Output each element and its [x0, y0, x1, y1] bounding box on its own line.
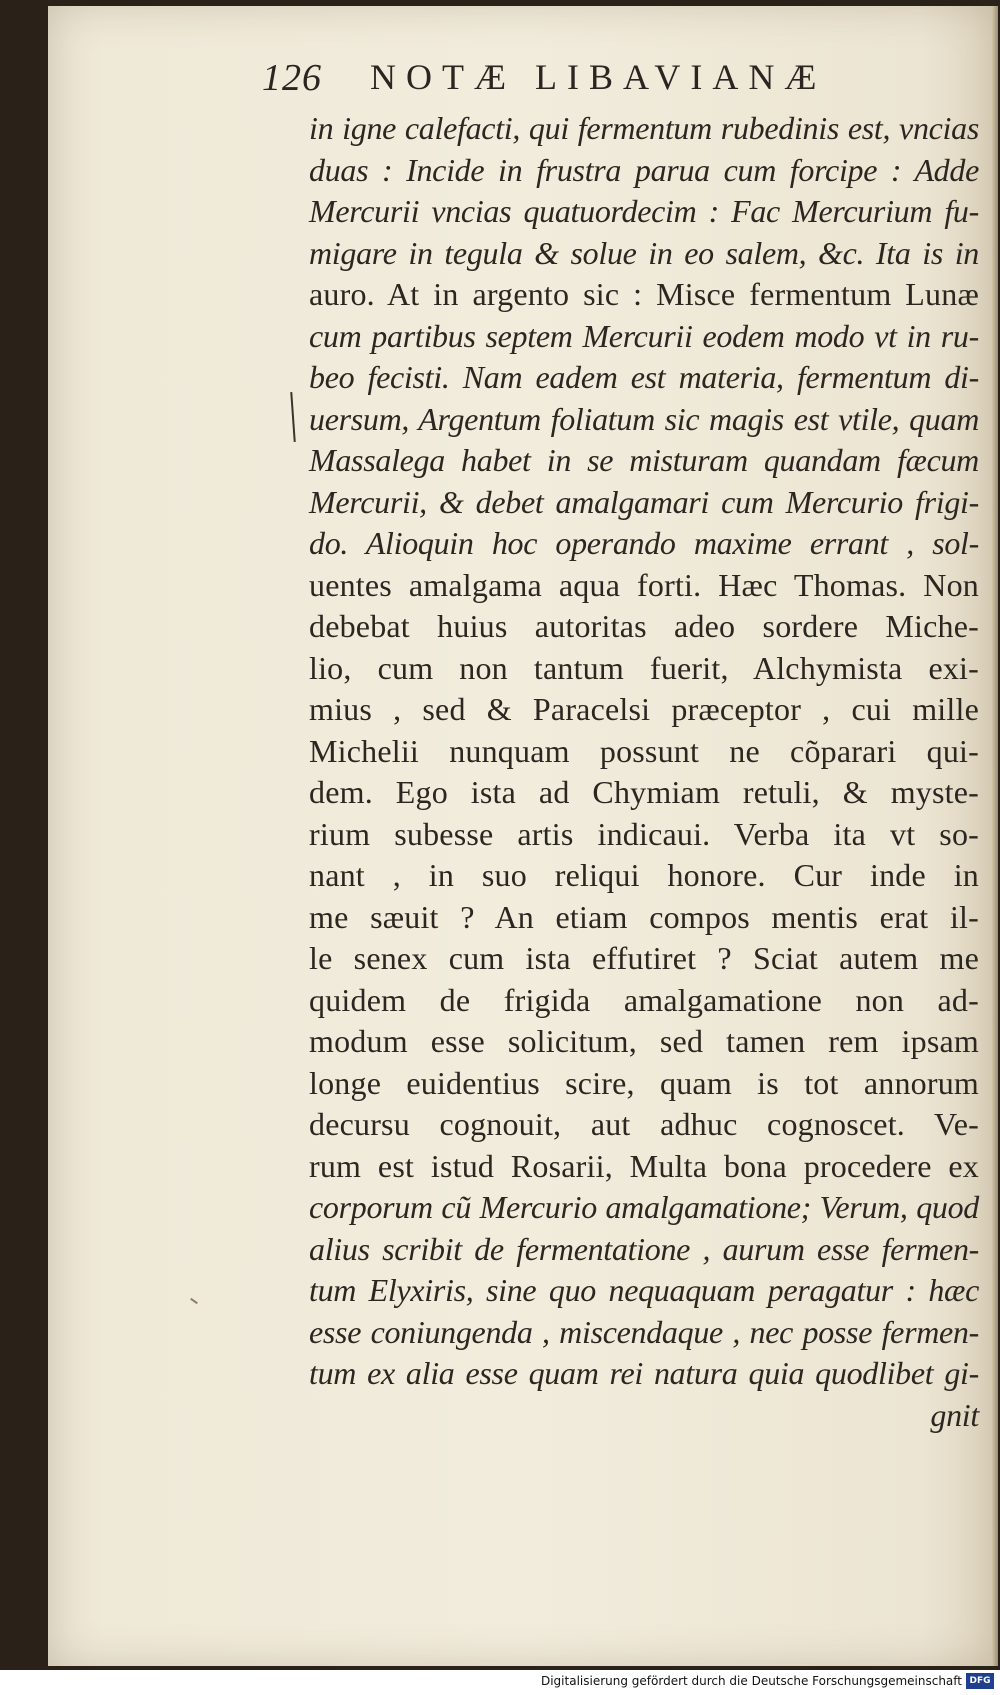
page-edge [992, 6, 998, 1666]
funding-credit: Digitalisierung gefördert durch die Deutsche Forschungsgemeinschaft [540, 1674, 962, 1688]
text-line: quidem de frigida amalgamatione non ad- [309, 981, 979, 1018]
text-line: auro. At in argento sic : Misce fermentum Lunæ [309, 276, 979, 312]
text-line: longe euidentius scire, quam is tot annorum [309, 1064, 979, 1101]
running-title: NOTÆ LIBAVIANÆ [370, 57, 827, 97]
text-line: modum esse solicitum, sed tamen rem ipsam [309, 1023, 979, 1059]
text-line: rium subesse artis indicaui. Verba ita vt so- [309, 815, 979, 852]
text-line: Mercurii vncias quatuordecim : Fac Mercurium fu- [309, 193, 979, 229]
text-line: Mercurii, & debet amalgamari cum Mercurio frigi- [309, 483, 979, 520]
text-line: nant , in suo reliqui honore. Cur inde in [309, 857, 979, 893]
text-line: Massalega habet in se misturam quandam fæcum [309, 442, 979, 478]
body-text [309, 108, 979, 1436]
text-line: do. Alioquin hoc operando maxime errant , sol- [309, 525, 979, 561]
text-line: lio, cum non tantum fuerit, Alchymista exi- [309, 649, 979, 686]
text-line: decursu cognouit, aut adhuc cognoscet. Ve- [309, 1106, 979, 1142]
text-line: esse coniungenda , miscendaque , nec posse fermen- [309, 1313, 979, 1350]
text-line: in igne calefacti, qui fermentum rubedinis est, vncias [309, 110, 979, 146]
text-line: corporum cũ Mercurio amalgamatione; Verum, quod [309, 1189, 979, 1225]
text-line: alius scribit de fermentatione , aurum esse fermen- [309, 1230, 979, 1267]
text-line: uersum, Argentum foliatum sic magis est vtile, quam [309, 400, 979, 437]
text-line: le senex cum ista effutiret ? Sciat autem me [309, 940, 979, 976]
page-number: 126 [262, 57, 322, 99]
text-line: gnit [930, 1396, 979, 1433]
text-line: uentes amalgama aqua forti. Hæc Thomas. Non [309, 566, 979, 603]
text-line: Michelii nunquam possunt ne cõparari qui- [309, 732, 979, 769]
text-line: mius , sed & Paracelsi præceptor , cui mille [309, 691, 979, 727]
text-line: me sæuit ? An etiam compos mentis erat il- [309, 898, 979, 935]
text-line: debebat huius autoritas adeo sordere Miche- [309, 608, 979, 644]
text-line: duas : Incide in frustra parua cum forcipe : Adde [309, 151, 979, 188]
text-line: tum Elyxiris, sine quo nequaquam peragatur : hæc [309, 1272, 979, 1308]
text-line: dem. Ego ista ad Chymiam retuli, & myste- [309, 774, 979, 810]
footer-bar [0, 1670, 1000, 1695]
dfg-logo: DFG [966, 1673, 994, 1689]
text-line: rum est istud Rosarii, Multa bona procedere ex [309, 1147, 979, 1184]
text-line: beo fecisti. Nam eadem est materia, fermentum di- [309, 359, 979, 395]
text-line: tum ex alia esse quam rei natura quia quodlibet gi- [309, 1355, 979, 1391]
page-header [262, 56, 902, 104]
text-line: cum partibus septem Mercurii eodem modo vt in ru- [309, 317, 979, 354]
text-line: migare in tegula & solue in eo salem, &c. Ita is in [309, 234, 979, 271]
